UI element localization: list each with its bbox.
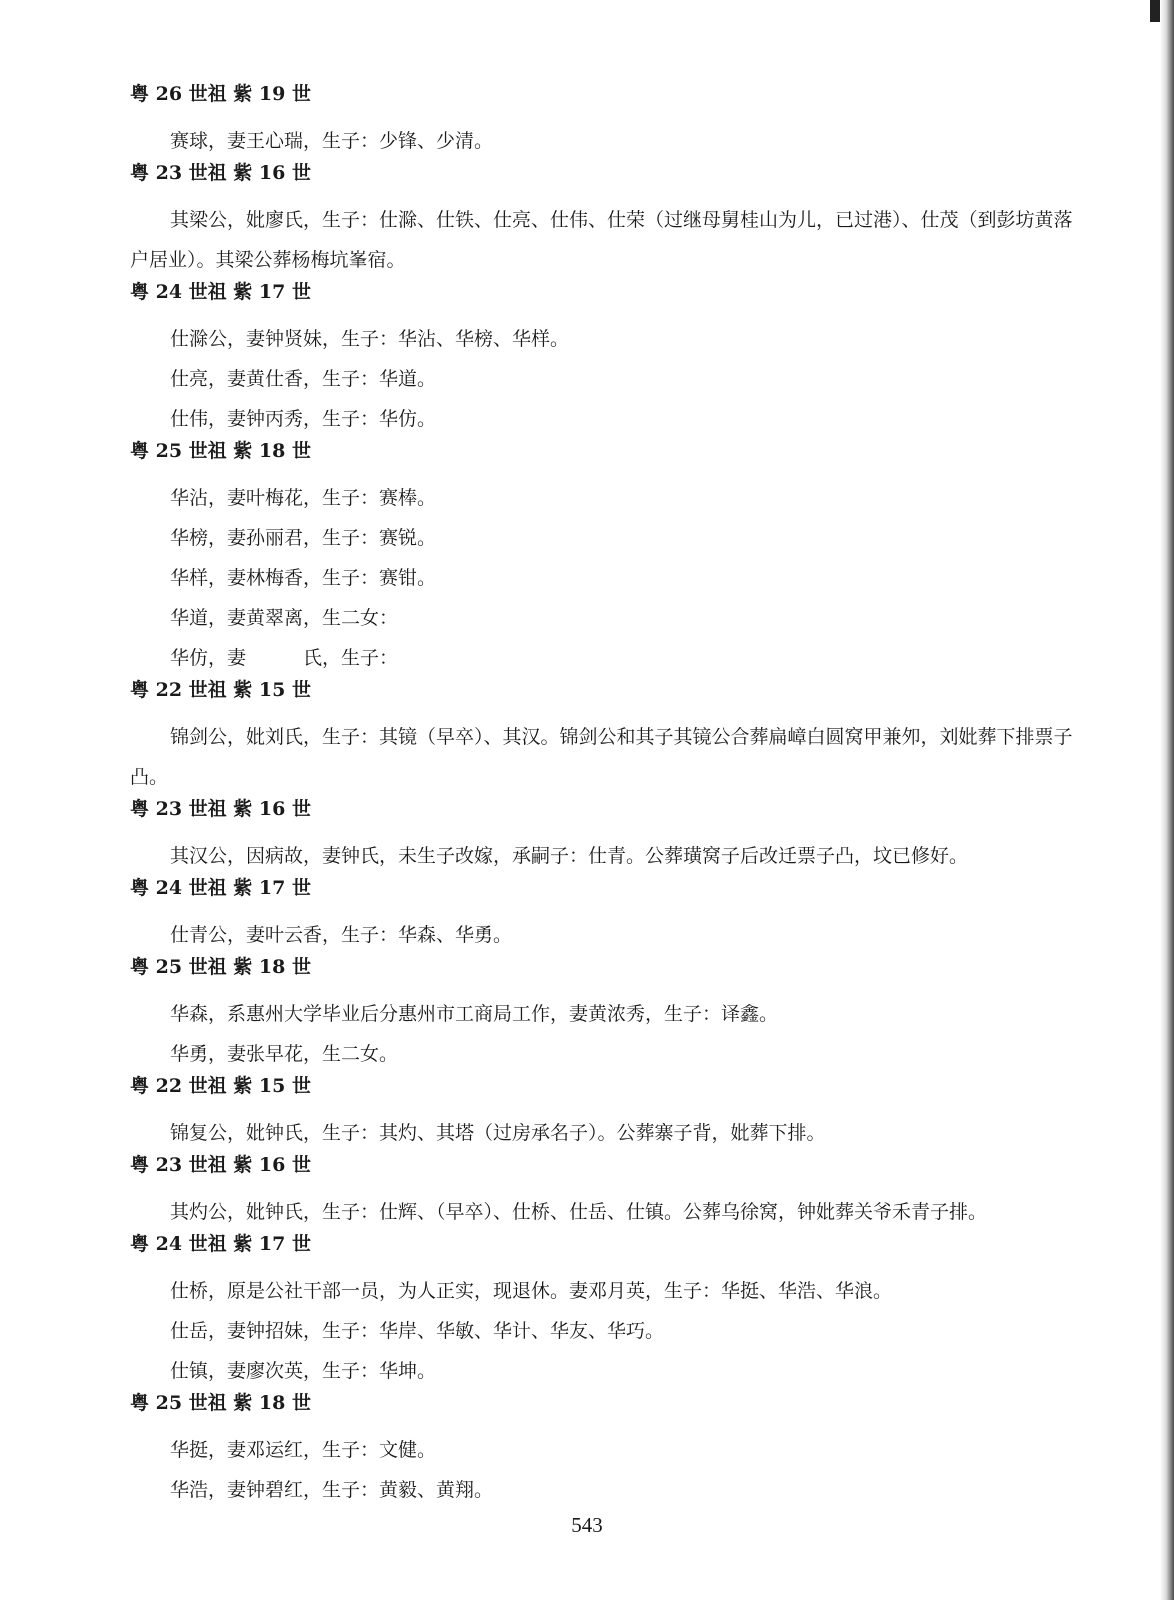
entry-paragraph: 其汉公，因病故，妻钟氏，未生子改嫁，承嗣子：仕青。公葬璜窝子后改迁票子凸，坟已修好。 (170, 845, 969, 867)
entry-paragraph: 锦复公，妣钟氏，生子：其灼、其塔（过房承名子）。公葬寨子背，妣葬下排。 (170, 1122, 826, 1144)
entry-paragraph: 华榜，妻孙丽君，生子：赛锐。 (170, 527, 437, 549)
generation-heading: 粤 23 世祖 紫 16 世 (130, 1154, 311, 1176)
entry-paragraph: 其梁公，妣廖氏，生子：仕滁、仕铁、仕亮、仕伟、仕荣（过继母舅桂山为儿，已过港）、仕茂（到彭坊黄落户居业）。其梁公葬杨梅坑峯宿。 (130, 209, 1073, 271)
generation-heading: 粤 24 世祖 紫 17 世 (130, 877, 311, 899)
entry-paragraph: 华仿，妻 氏，生子： (170, 647, 399, 669)
generation-heading: 粤 25 世祖 紫 18 世 (130, 956, 311, 978)
page-number: 543 (571, 1513, 603, 1537)
generation-section (130, 280, 1080, 439)
generation-heading: 粤 25 世祖 紫 18 世 (130, 440, 311, 462)
generation-section (130, 1074, 1080, 1153)
generation-section (130, 876, 1080, 955)
entry-paragraph: 华森，系惠州大学毕业后分惠州市工商局工作，妻黄浓秀，生子：译鑫。 (170, 1003, 779, 1025)
entry-paragraph: 华勇，妻张早花，生二女。 (170, 1043, 399, 1065)
generation-heading: 粤 24 世祖 紫 17 世 (130, 281, 311, 303)
entry-paragraph: 仕亮，妻黄仕香，生子：华道。 (170, 368, 437, 390)
generation-section (130, 1153, 1080, 1232)
entry-paragraph: 华道，妻黄翠离，生二女： (170, 607, 399, 629)
generation-heading: 粤 23 世祖 紫 16 世 (130, 162, 311, 184)
generation-heading: 粤 25 世祖 紫 18 世 (130, 1392, 311, 1414)
generation-heading: 粤 26 世祖 紫 19 世 (130, 83, 311, 105)
generation-heading: 粤 24 世祖 紫 17 世 (130, 1233, 311, 1255)
entry-paragraph: 仕伟，妻钟丙秀，生子：华仿。 (170, 408, 437, 430)
generation-section (130, 82, 1080, 161)
scan-edge-strip (1160, 0, 1174, 1600)
scan-edge-mark (1150, 0, 1160, 22)
entry-paragraph: 仕镇，妻廖次英，生子：华坤。 (170, 1360, 437, 1382)
entry-paragraph: 华沾，妻叶梅花，生子：赛棒。 (170, 487, 437, 509)
entry-paragraph: 仕滁公，妻钟贤妹，生子：华沾、华榜、华样。 (170, 328, 570, 350)
entry-paragraph: 华挺，妻邓运红，生子：文健。 (170, 1439, 437, 1461)
generation-section (130, 797, 1080, 876)
entry-paragraph: 仕桥，原是公社干部一员，为人正实，现退休。妻邓月英，生子：华挺、华浩、华浪。 (170, 1280, 893, 1302)
entry-paragraph: 华样，妻林梅香，生子：赛钳。 (170, 567, 437, 589)
generation-heading: 粤 22 世祖 紫 15 世 (130, 1075, 311, 1097)
generation-heading: 粤 23 世祖 紫 16 世 (130, 798, 311, 820)
generation-heading: 粤 22 世祖 紫 15 世 (130, 679, 311, 701)
generation-section (130, 678, 1080, 797)
generation-section (130, 1232, 1080, 1391)
entry-paragraph: 仕岳，妻钟招妹，生子：华岸、华敏、华计、华友、华巧。 (170, 1320, 665, 1342)
entry-paragraph: 赛球，妻王心瑞，生子：少锋、少清。 (170, 130, 494, 152)
entry-paragraph: 锦剑公，妣刘氏，生子：其镜（早卒）、其汉。锦剑公和其子其镜公合葬扁嶂白圆窝甲兼夘，刘妣葬下排票子凸。 (130, 726, 1073, 788)
generation-section (130, 439, 1080, 678)
entry-paragraph: 华浩，妻钟碧红，生子：黄毅、黄翔。 (170, 1479, 494, 1501)
generation-section (130, 1391, 1080, 1510)
generation-section (130, 161, 1080, 280)
entry-paragraph: 其灼公，妣钟氏，生子：仕辉、（早卒）、仕桥、仕岳、仕镇。公葬乌徐窝，钟妣葬关爷禾青子排。 (170, 1201, 988, 1223)
genealogy-content (130, 82, 1080, 1510)
entry-paragraph: 仕青公，妻叶云香，生子：华森、华勇。 (170, 924, 513, 946)
generation-section (130, 955, 1080, 1074)
